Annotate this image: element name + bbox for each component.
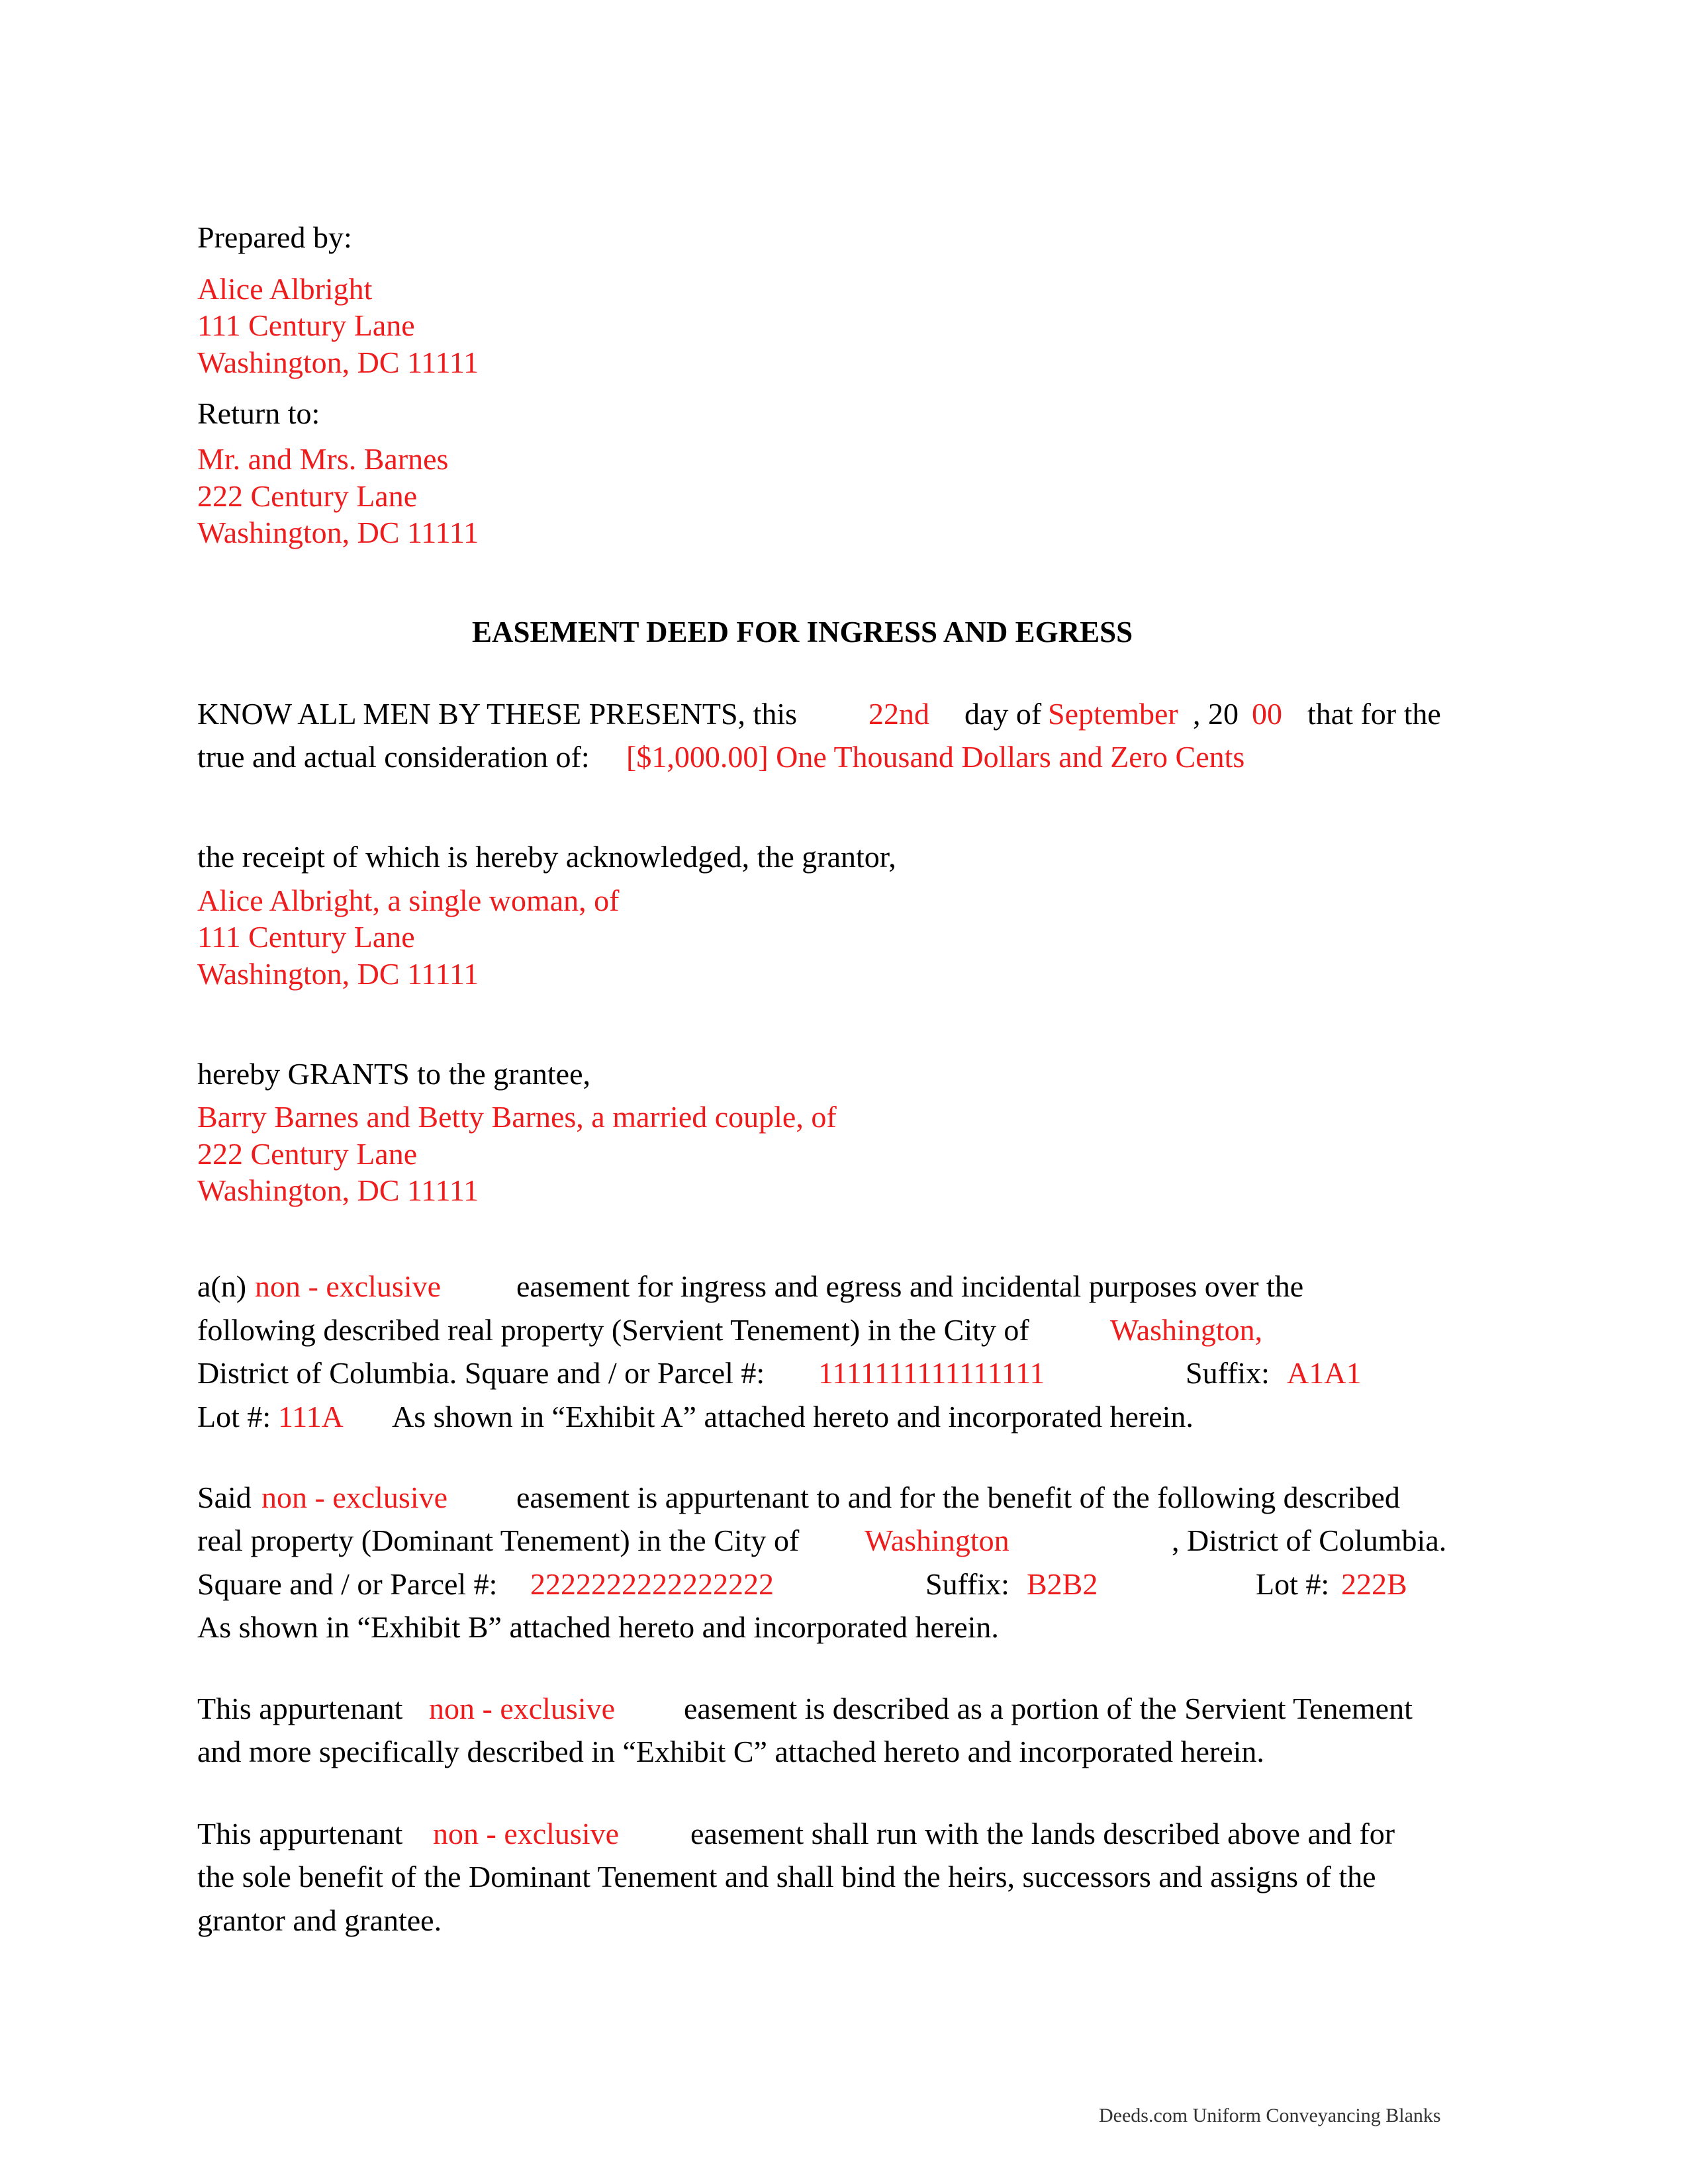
- return-to-name: Mr. and Mrs. Barnes: [197, 442, 449, 476]
- dominant-line3: Square and / or Parcel #:: [197, 1567, 498, 1601]
- dominant-parcel-number: 2222222222222222: [530, 1567, 774, 1601]
- grantor-name: Alice Albright, a single woman, of: [197, 884, 620, 917]
- servient-lot-number: 111A: [278, 1400, 344, 1433]
- servient-line3: District of Columbia. Square and / or Parcel #:: [197, 1356, 765, 1390]
- dominant-easement-type: non - exclusive: [261, 1480, 448, 1514]
- run-line2: the sole benefit of the Dominant Tenement and shall bind the heirs, successors and assigns of the: [197, 1860, 1376, 1893]
- dominant-line4: As shown in “Exhibit B” attached hereto and incorporated herein.: [197, 1610, 999, 1644]
- return-to-address-line1: 222 Century Lane: [197, 479, 418, 513]
- prepared-by-address-line2: Washington, DC 11111: [197, 345, 479, 379]
- servient-a-n: a(n): [197, 1269, 247, 1303]
- portion-easement-type: non - exclusive: [429, 1692, 616, 1725]
- run-lead: This appurtenant: [197, 1817, 403, 1850]
- dominant-suffix-label: Suffix:: [925, 1567, 1009, 1601]
- dominant-line1: easement is appurtenant to and for the benefit of the following described: [516, 1480, 1400, 1514]
- run-line1: easement shall run with the lands described above and for: [690, 1817, 1395, 1850]
- grantee-address-line2: Washington, DC 11111: [197, 1173, 479, 1207]
- return-to-address-line2: Washington, DC 11111: [197, 516, 479, 549]
- intro-text-3: , 20: [1193, 697, 1239, 731]
- portion-line2: and more specifically described in “Exhibit C” attached hereto and incorporated herein.: [197, 1735, 1264, 1768]
- intro-text-1: KNOW ALL MEN BY THESE PRESENTS, this: [197, 697, 798, 731]
- document-title: EASEMENT DEED FOR INGRESS AND EGRESS: [472, 615, 1133, 649]
- servient-line4: As shown in “Exhibit A” attached hereto and incorporated herein.: [392, 1400, 1194, 1433]
- servient-city: Washington,: [1110, 1313, 1263, 1347]
- grantor-address-line2: Washington, DC 11111: [197, 957, 479, 991]
- run-line3: grantor and grantee.: [197, 1903, 442, 1937]
- dominant-line2-end: , District of Columbia.: [1172, 1524, 1447, 1557]
- intro-month: September: [1048, 697, 1178, 731]
- servient-suffix: A1A1: [1287, 1356, 1362, 1390]
- intro-text-5: true and actual consideration of:: [197, 740, 590, 774]
- intro-day: 22nd: [868, 697, 929, 731]
- prepared-by-address-line1: 111 Century Lane: [197, 308, 415, 342]
- prepared-by-name: Alice Albright: [197, 272, 373, 306]
- grantor-lead: the receipt of which is hereby acknowledged, the grantor,: [197, 840, 896, 874]
- intro-text-2: day of: [964, 697, 1042, 731]
- grantee-lead: hereby GRANTS to the grantee,: [197, 1057, 591, 1091]
- dominant-line2: real property (Dominant Tenement) in the City of: [197, 1524, 800, 1557]
- servient-parcel-number: 1111111111111111: [818, 1356, 1045, 1390]
- dominant-said: Said: [197, 1480, 252, 1514]
- return-to-label: Return to:: [197, 396, 320, 430]
- footer-text: Deeds.com Uniform Conveyancing Blanks: [1099, 2105, 1441, 2126]
- servient-line1: easement for ingress and egress and incidental purposes over the: [516, 1269, 1304, 1303]
- run-easement-type: non - exclusive: [433, 1817, 620, 1850]
- grantee-address-line1: 222 Century Lane: [197, 1137, 418, 1171]
- servient-easement-type: non - exclusive: [255, 1269, 442, 1303]
- intro-text-4: that for the: [1307, 697, 1441, 731]
- servient-line2: following described real property (Servient Tenement) in the City of: [197, 1313, 1029, 1347]
- portion-line1: easement is described as a portion of the Servient Tenement: [684, 1692, 1413, 1725]
- servient-lot-label: Lot #:: [197, 1400, 271, 1433]
- dominant-city: Washington: [865, 1524, 1009, 1557]
- dominant-lot-number: 222B: [1341, 1567, 1407, 1601]
- prepared-by-label: Prepared by:: [197, 220, 352, 254]
- portion-lead: This appurtenant: [197, 1692, 403, 1725]
- servient-suffix-label: Suffix:: [1186, 1356, 1270, 1390]
- grantee-name: Barry Barnes and Betty Barnes, a married couple, of: [197, 1100, 837, 1134]
- dominant-lot-label: Lot #:: [1256, 1567, 1330, 1601]
- dominant-suffix: B2B2: [1027, 1567, 1098, 1601]
- grantor-address-line1: 111 Century Lane: [197, 920, 415, 954]
- intro-year: 00: [1252, 697, 1282, 731]
- consideration-amount: [$1,000.00] One Thousand Dollars and Zero Cents: [626, 740, 1245, 774]
